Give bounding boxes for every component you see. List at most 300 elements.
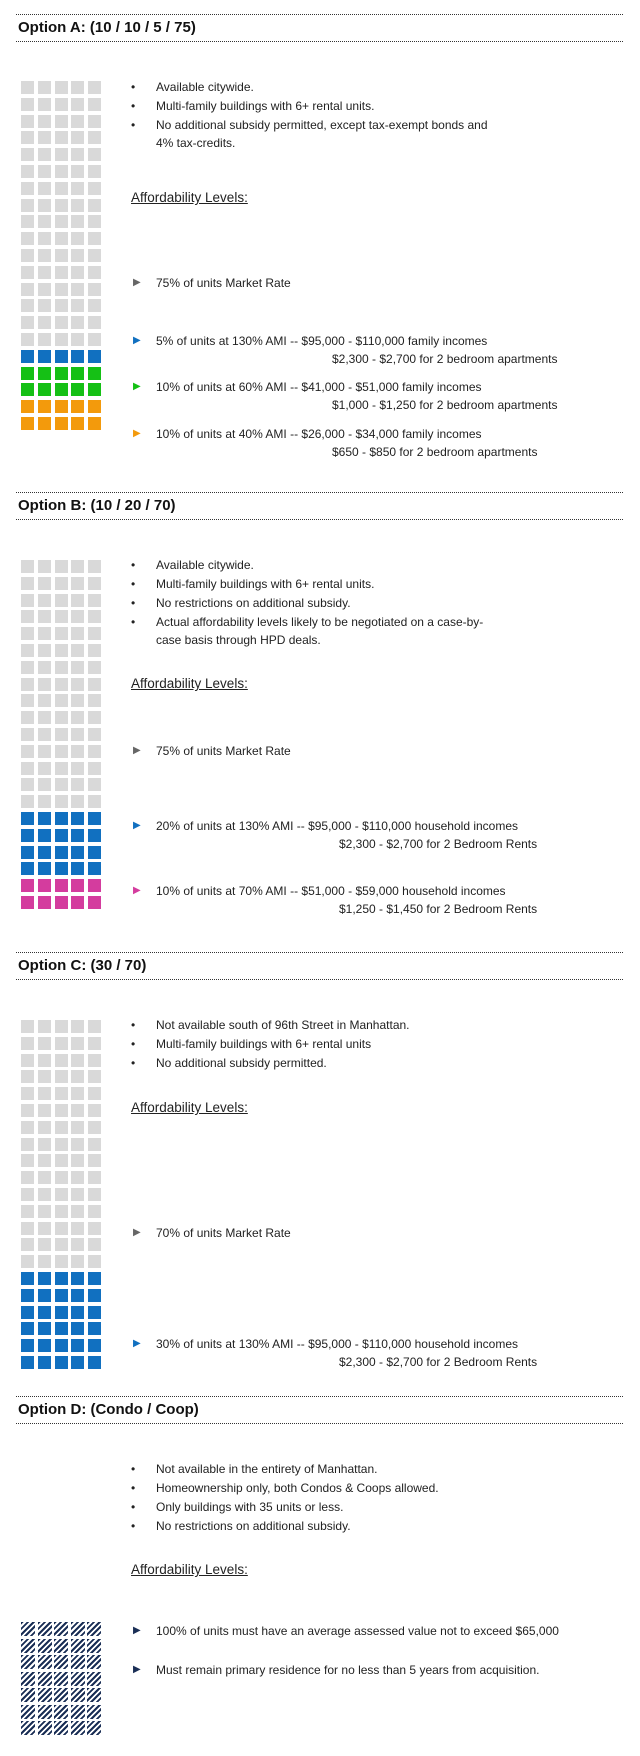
unit-square: [38, 333, 51, 346]
unit-square: [21, 594, 34, 607]
unit-square: [21, 1672, 35, 1686]
unit-square: [55, 627, 68, 640]
triangle-bullet-icon: ▶: [133, 1625, 141, 1636]
unit-square: [55, 829, 68, 842]
unit-square: [88, 283, 101, 296]
unit-square: [38, 1037, 51, 1050]
unit-square: [38, 879, 51, 892]
unit-square: [55, 728, 68, 741]
unit-square: [38, 610, 51, 623]
unit-square: [55, 745, 68, 758]
unit-square: [38, 98, 51, 111]
unit-square: [21, 896, 34, 909]
unit-square: [38, 778, 51, 791]
unit-square: [55, 131, 68, 144]
unit-square: [38, 1104, 51, 1117]
unit-square: [21, 266, 34, 279]
unit-square: [55, 1272, 68, 1285]
unit-square: [21, 299, 34, 312]
unit-square: [55, 711, 68, 724]
unit-square: [38, 1705, 52, 1719]
unit-square: [71, 778, 84, 791]
unit-square: [38, 367, 51, 380]
unit-square: [21, 1121, 34, 1134]
unit-square: [55, 1306, 68, 1319]
unit-square: [71, 299, 84, 312]
unit-square: [54, 1655, 68, 1669]
unit-square: [71, 148, 84, 161]
unit-square: [71, 232, 84, 245]
unit-square: [21, 762, 34, 775]
unit-square: [88, 879, 101, 892]
unit-square: [38, 896, 51, 909]
unit-square: [88, 1020, 101, 1033]
unit-square: [88, 1121, 101, 1134]
unit-square: [38, 694, 51, 707]
unit-square: [38, 1238, 51, 1251]
unit-square: [71, 1721, 85, 1735]
unit-square: [71, 1639, 85, 1653]
unit-square: [71, 678, 84, 691]
unit-square: [71, 1171, 84, 1184]
unit-square: [21, 1306, 34, 1319]
unit-square: [38, 131, 51, 144]
triangle-bullet-icon: ▶: [133, 820, 141, 831]
unit-square: [21, 577, 34, 590]
unit-square: [88, 1087, 101, 1100]
unit-square: [21, 215, 34, 228]
unit-square: [71, 350, 84, 363]
unit-square: [21, 148, 34, 161]
unit-square: [38, 400, 51, 413]
unit-square: [38, 745, 51, 758]
unit-square: [54, 1705, 68, 1719]
unit-square: [38, 266, 51, 279]
unit-square: [88, 678, 101, 691]
unit-square: [55, 417, 68, 430]
unit-square: [88, 1339, 101, 1352]
unit-square: [21, 81, 34, 94]
unit-square: [21, 1322, 34, 1335]
unit-square: [55, 266, 68, 279]
unit-square: [71, 182, 84, 195]
unit-square: [88, 215, 101, 228]
unit-square: [88, 1306, 101, 1319]
unit-square: [21, 283, 34, 296]
unit-square: [21, 644, 34, 657]
unit-square: [55, 644, 68, 657]
unit-square: [71, 594, 84, 607]
unit-square: [88, 862, 101, 875]
unit-square: [38, 1188, 51, 1201]
unit-square: [71, 694, 84, 707]
unit-square: [71, 627, 84, 640]
unit-square: [71, 1238, 84, 1251]
unit-square: [38, 215, 51, 228]
unit-square: [55, 316, 68, 329]
unit-square: [38, 1154, 51, 1167]
unit-square: [21, 1171, 34, 1184]
unit-square: [55, 1070, 68, 1083]
section-header: [16, 952, 623, 980]
unit-square: [88, 795, 101, 808]
unit-square: [21, 232, 34, 245]
unit-square: [88, 350, 101, 363]
unit-square: [88, 299, 101, 312]
unit-square: [71, 249, 84, 262]
unit-square: [88, 745, 101, 758]
unit-square: [88, 1205, 101, 1218]
unit-square: [88, 1356, 101, 1369]
unit-square: [21, 249, 34, 262]
unit-square: [21, 182, 34, 195]
unit-square: [71, 661, 84, 674]
unit-square: [38, 1289, 51, 1302]
unit-square: [38, 316, 51, 329]
unit-square: [55, 1356, 68, 1369]
unit-square: [38, 1054, 51, 1067]
unit-square: [71, 896, 84, 909]
unit-square: [55, 1171, 68, 1184]
unit-square: [55, 1154, 68, 1167]
unit-square: [21, 812, 34, 825]
unit-square: [21, 1721, 35, 1735]
unit-square: [21, 98, 34, 111]
unit-square: [38, 1639, 52, 1653]
unit-square: [38, 795, 51, 808]
triangle-bullet-icon: ▶: [133, 885, 141, 896]
unit-square: [88, 661, 101, 674]
unit-square: [87, 1639, 101, 1653]
unit-square: [38, 1138, 51, 1151]
unit-square: [21, 417, 34, 430]
unit-square: [88, 812, 101, 825]
unit-square: [71, 1070, 84, 1083]
unit-square: [55, 283, 68, 296]
unit-square: [88, 232, 101, 245]
unit-square: [71, 165, 84, 178]
unit-square: [38, 829, 51, 842]
unit-square: [71, 316, 84, 329]
unit-square: [55, 350, 68, 363]
unit-square: [88, 560, 101, 573]
unit-square: [55, 81, 68, 94]
unit-square: [38, 148, 51, 161]
unit-square: [21, 678, 34, 691]
unit-square: [88, 316, 101, 329]
unit-square: [21, 115, 34, 128]
unit-square: [55, 1322, 68, 1335]
unit-square: [38, 417, 51, 430]
unit-square: [88, 383, 101, 396]
unit-square: [55, 896, 68, 909]
unit-square: [21, 1339, 34, 1352]
unit-square: [21, 1222, 34, 1235]
unit-square: [71, 1655, 85, 1669]
unit-square: [71, 1306, 84, 1319]
unit-square: [71, 215, 84, 228]
unit-square: [71, 1356, 84, 1369]
section-header: [16, 1396, 623, 1424]
unit-square: [21, 778, 34, 791]
unit-square: [21, 627, 34, 640]
unit-square: [55, 299, 68, 312]
unit-square: [88, 115, 101, 128]
unit-square: [38, 1721, 52, 1735]
unit-square: [21, 199, 34, 212]
unit-square: [21, 1070, 34, 1083]
unit-square: [55, 1020, 68, 1033]
unit-square: [71, 266, 84, 279]
unit-square: [55, 610, 68, 623]
unit-square: [55, 594, 68, 607]
unit-square: [55, 1037, 68, 1050]
unit-square: [21, 694, 34, 707]
unit-square: [55, 115, 68, 128]
section-title: Option C: (30 / 70): [18, 957, 147, 974]
unit-square: [38, 846, 51, 859]
unit-square: [88, 711, 101, 724]
unit-square: [38, 577, 51, 590]
unit-square: [21, 1622, 35, 1636]
unit-square: [71, 1222, 84, 1235]
unit-square: [71, 610, 84, 623]
unit-square: [55, 678, 68, 691]
unit-square: [88, 1037, 101, 1050]
unit-square: [88, 81, 101, 94]
unit-square: [38, 299, 51, 312]
unit-square: [87, 1622, 101, 1636]
unit-square: [88, 627, 101, 640]
affordability-levels-label: Affordability Levels:: [131, 676, 248, 691]
unit-square: [38, 1622, 52, 1636]
triangle-bullet-icon: ▶: [133, 277, 141, 288]
unit-square: [71, 81, 84, 94]
unit-square: [88, 333, 101, 346]
unit-square: [71, 1289, 84, 1302]
unit-square: [88, 417, 101, 430]
unit-square: [71, 644, 84, 657]
unit-square: [88, 1289, 101, 1302]
unit-square: [21, 131, 34, 144]
unit-square: [55, 694, 68, 707]
unit-square: [71, 795, 84, 808]
unit-square: [21, 1020, 34, 1033]
unit-square: [38, 711, 51, 724]
unit-square: [55, 795, 68, 808]
unit-square: [38, 199, 51, 212]
unit-square: [71, 862, 84, 875]
triangle-bullet-icon: ▶: [133, 1227, 141, 1238]
section-title: Option A: (10 / 10 / 5 / 75): [18, 19, 196, 36]
unit-square: [71, 1121, 84, 1134]
triangle-bullet-icon: ▶: [133, 335, 141, 346]
unit-square: [71, 829, 84, 842]
unit-square: [88, 610, 101, 623]
unit-square: [71, 115, 84, 128]
unit-square: [88, 1154, 101, 1167]
unit-square: [55, 1339, 68, 1352]
affordability-levels-label: Affordability Levels:: [131, 190, 248, 205]
unit-square: [71, 1672, 85, 1686]
unit-square: [88, 1138, 101, 1151]
unit-square: [54, 1688, 68, 1702]
unit-square: [88, 98, 101, 111]
unit-square: [55, 1121, 68, 1134]
unit-square: [38, 115, 51, 128]
unit-square: [21, 661, 34, 674]
unit-square: [71, 879, 84, 892]
unit-square: [38, 1121, 51, 1134]
unit-square: [55, 1104, 68, 1117]
unit-square: [38, 350, 51, 363]
unit-square: [38, 1070, 51, 1083]
unit-square: [21, 1255, 34, 1268]
unit-square: [21, 1037, 34, 1050]
unit-square: [71, 1339, 84, 1352]
unit-square: [88, 182, 101, 195]
unit-square: [21, 1356, 34, 1369]
unit-square: [55, 1255, 68, 1268]
unit-square: [38, 594, 51, 607]
unit-square: [55, 1138, 68, 1151]
unit-square: [55, 1289, 68, 1302]
triangle-bullet-icon: ▶: [133, 428, 141, 439]
unit-square: [38, 661, 51, 674]
unit-square: [21, 846, 34, 859]
unit-square: [38, 1205, 51, 1218]
unit-square: [88, 762, 101, 775]
unit-square: [21, 1705, 35, 1719]
unit-square: [55, 1054, 68, 1067]
unit-square: [71, 1054, 84, 1067]
unit-square: [21, 333, 34, 346]
unit-square: [55, 383, 68, 396]
unit-square: [71, 1622, 85, 1636]
unit-square: [38, 1672, 52, 1686]
unit-square: [38, 1222, 51, 1235]
unit-square: [71, 1154, 84, 1167]
unit-square: [88, 148, 101, 161]
triangle-bullet-icon: ▶: [133, 1338, 141, 1349]
unit-square: [21, 1054, 34, 1067]
unit-square: [21, 1205, 34, 1218]
unit-square: [21, 879, 34, 892]
unit-square: [21, 165, 34, 178]
unit-square: [55, 249, 68, 262]
unit-square: [38, 1020, 51, 1033]
unit-square: [71, 131, 84, 144]
unit-square: [55, 400, 68, 413]
unit-square: [88, 199, 101, 212]
unit-square: [71, 1688, 85, 1702]
unit-square: [88, 1222, 101, 1235]
unit-square: [71, 1705, 85, 1719]
unit-square: [54, 1672, 68, 1686]
unit-square: [55, 1205, 68, 1218]
unit-square: [71, 1188, 84, 1201]
unit-square: [21, 1272, 34, 1285]
unit-square: [21, 400, 34, 413]
unit-square: [38, 1171, 51, 1184]
triangle-bullet-icon: ▶: [133, 1664, 141, 1675]
unit-square: [55, 367, 68, 380]
unit-square: [38, 678, 51, 691]
unit-square: [88, 266, 101, 279]
unit-square: [71, 283, 84, 296]
unit-square: [71, 1037, 84, 1050]
unit-square: [21, 1688, 35, 1702]
unit-square: [88, 778, 101, 791]
unit-square: [88, 594, 101, 607]
unit-square: [38, 1306, 51, 1319]
unit-square: [55, 661, 68, 674]
unit-square: [88, 1188, 101, 1201]
section-title: Option B: (10 / 20 / 70): [18, 497, 176, 514]
unit-square: [88, 165, 101, 178]
unit-square: [21, 1104, 34, 1117]
unit-square: [38, 81, 51, 94]
unit-square: [55, 560, 68, 573]
unit-square: [55, 1188, 68, 1201]
unit-square: [71, 1087, 84, 1100]
unit-square: [38, 560, 51, 573]
unit-square: [87, 1655, 101, 1669]
unit-square: [87, 1672, 101, 1686]
unit-square: [71, 846, 84, 859]
unit-square: [88, 1272, 101, 1285]
unit-square: [71, 1255, 84, 1268]
unit-square: [38, 812, 51, 825]
unit-square: [21, 1154, 34, 1167]
unit-square: [21, 711, 34, 724]
unit-square: [71, 1104, 84, 1117]
unit-square: [88, 1171, 101, 1184]
unit-square: [55, 165, 68, 178]
unit-square: [38, 862, 51, 875]
unit-square: [55, 846, 68, 859]
unit-square: [71, 1322, 84, 1335]
unit-square: [71, 1272, 84, 1285]
unit-square: [71, 417, 84, 430]
unit-square: [38, 762, 51, 775]
unit-square: [55, 1222, 68, 1235]
unit-square: [21, 1238, 34, 1251]
unit-square: [71, 98, 84, 111]
unit-square: [55, 148, 68, 161]
unit-square: [71, 812, 84, 825]
unit-square: [88, 846, 101, 859]
unit-square: [88, 400, 101, 413]
unit-square: [88, 1104, 101, 1117]
unit-square: [88, 577, 101, 590]
unit-square: [21, 367, 34, 380]
unit-square: [71, 711, 84, 724]
unit-square: [87, 1721, 101, 1735]
unit-square: [38, 1255, 51, 1268]
unit-square: [38, 1322, 51, 1335]
unit-square: [55, 215, 68, 228]
unit-square: [55, 333, 68, 346]
unit-square: [88, 131, 101, 144]
unit-square: [71, 745, 84, 758]
unit-square: [71, 199, 84, 212]
triangle-bullet-icon: ▶: [133, 381, 141, 392]
unit-square: [88, 694, 101, 707]
unit-square: [55, 182, 68, 195]
unit-square: [88, 829, 101, 842]
unit-square: [38, 1087, 51, 1100]
